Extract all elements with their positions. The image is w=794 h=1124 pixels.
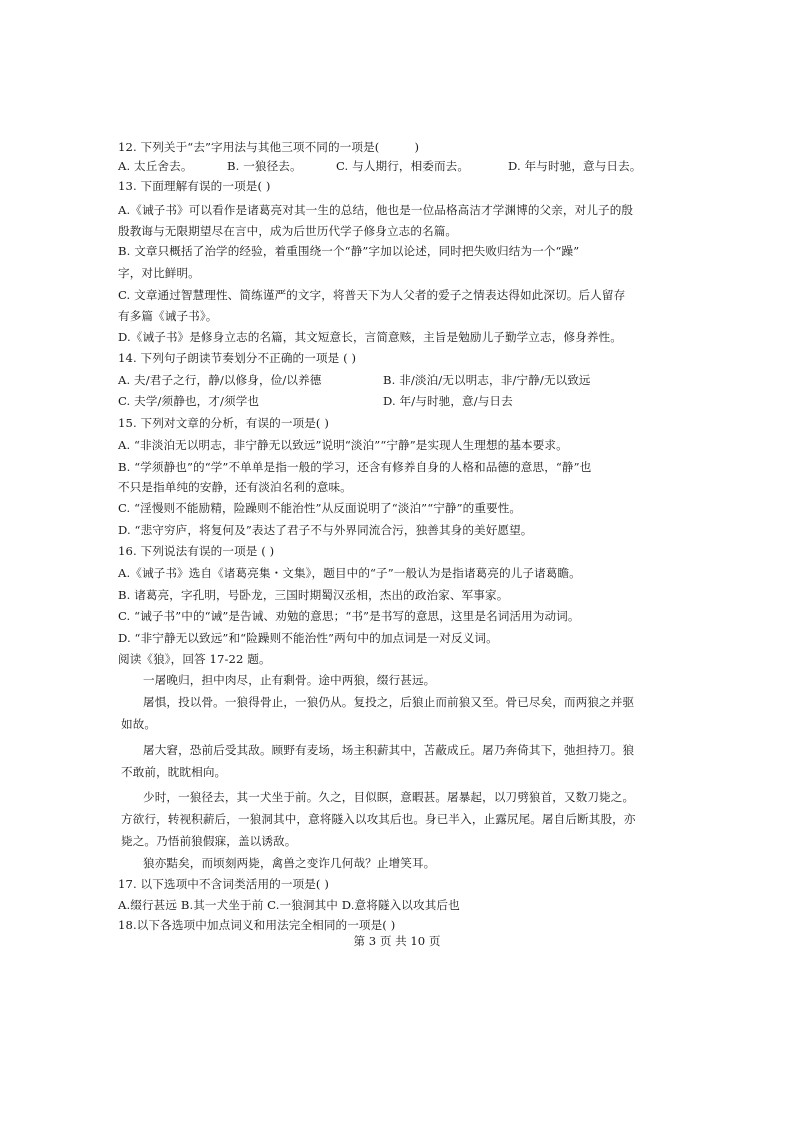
passage-paragraph-4-line3: 毙之。乃悟前狼假寐，盖以诱敌。 <box>121 834 297 848</box>
passage-paragraph-4-line1: 少时，一狼径去，其一犬坐于前。久之，目似瞑，意暇甚。屠暴起，以刀劈狼首，又数刀毙之。 <box>143 790 635 804</box>
q12-option-a: A. 太丘舍去。 <box>118 159 193 173</box>
passage-paragraph-1: 一屠晚归，担中肉尽，止有剩骨。途中两狼，缀行甚远。 <box>143 673 436 687</box>
q14-option-a: A. 夫/君子之行，静/以修身，俭/以养德 <box>118 373 322 387</box>
passage-paragraph-3-line1: 屠大窘，恐前后受其敌。顾野有麦场，场主积薪其中，苫蔽成丘。屠乃奔倚其下，弛担持刀。狼 <box>143 743 635 757</box>
q17-stem: 17. 以下选项中不含词类活用的一项是( ) <box>118 877 329 891</box>
page-footer: 第 3 页 共 10 页 <box>353 934 441 948</box>
q14-option-b: B. 非/淡泊/无以明志，非/宁静/无以致远 <box>383 373 591 387</box>
q16-stem: 16. 下列说法有误的一项是 ( ) <box>118 544 275 558</box>
q15-option-c: C. “淫慢则不能励精，险躁则不能治性”从反面说明了“淡泊”“宁静”的重要性。 <box>118 501 522 515</box>
q13-option-b-line1: B. 文章只概括了治学的经验，着重围绕一个“静”字加以论述，同时把失败归结为一个“躁” <box>118 244 580 258</box>
passage-paragraph-2-line2: 如故。 <box>121 717 157 731</box>
passage-paragraph-5: 狼亦黠矣，而顷刻两毙，禽兽之变诈几何哉？止增笑耳。 <box>143 856 436 870</box>
q15-option-b-line1: B. “学须静也”的“学”不单单是指一般的学习，还含有修养自身的人格和品德的意思，“静”也 <box>118 460 592 474</box>
passage-paragraph-4-line2: 方欲行，转视积薪后，一狼洞其中，意将隧入以攻其后也。身已半入，止露尻尾。屠自后断其股，亦 <box>121 812 636 826</box>
q13-option-a-line1: A.《诫子书》可以看作是诸葛亮对其一生的总结，他也是一位品格高洁才学渊博的父亲，对儿子的殷 <box>118 203 634 217</box>
q12-option-d: D. 年与时驰，意与日去。 <box>508 159 642 173</box>
q14-option-d: D. 年/与时驰，意/与日去 <box>383 394 513 408</box>
q15-option-d: D. “悲守穷庐，将复何及”表达了君子不与外界同流合污，独善其身的美好愿望。 <box>118 523 533 537</box>
q13-option-c-line2: 有多篇《诫子书》。 <box>118 309 218 323</box>
q15-option-b-line2: 不只是指单纯的安静，还有淡泊名利的意味。 <box>118 480 352 494</box>
q15-option-a: A. “非淡泊无以明志，非宁静无以致远”说明“淡泊”“宁静”是实现人生理想的基本要求。 <box>118 438 568 452</box>
q17-options: A.缀行甚远 B.其一犬坐于前 C.一狼洞其中 D.意将隧入以攻其后也 <box>118 898 460 912</box>
q13-option-b-line2: 字，对比鲜明。 <box>118 266 200 280</box>
passage-paragraph-2-line1: 屠惧，投以骨。一狼得骨止，一狼仍从。复投之，后狼止而前狼又至。骨已尽矣，而两狼之并驱 <box>143 695 635 709</box>
q12-stem: 12. 下列关于“去”字用法与其他三项不同的一项是( ) <box>118 140 420 154</box>
q13-option-d: D.《诫子书》是修身立志的名篇，其文短意长，言简意赅，主旨是勉励儿子勤学立志，修身养性。 <box>118 330 622 344</box>
q15-stem: 15. 下列对文章的分析，有误的一项是( ) <box>118 416 329 430</box>
q16-option-d: D. “非宁静无以致远”和“险躁则不能治性”两句中的加点词是一对反义词。 <box>118 631 498 645</box>
q12-option-c: C. 与人期行，相委而去。 <box>336 159 470 173</box>
q13-stem: 13. 下面理解有误的一项是( ) <box>118 179 271 193</box>
passage-paragraph-3-line2: 不敢前，眈眈相向。 <box>121 765 227 779</box>
q13-option-c-line1: C. 文章通过智慧理性、简练谨严的文字，将普天下为人父者的爱子之情表达得如此深切。后人留存 <box>118 288 626 302</box>
q14-option-c: C. 夫学/须静也，才/须学也 <box>118 394 260 408</box>
q16-option-c: C. “诫子书”中的“诫”是告诫、劝勉的意思；“书”是书写的意思，这里是名词活用为动词。 <box>118 609 580 623</box>
reading-instruction: 阅读《狼》，回答 17-22 题。 <box>118 652 271 666</box>
q14-stem: 14. 下列句子朗读节奏划分不正确的一项是 ( ) <box>118 351 357 365</box>
q16-option-a: A.《诫子书》选自《诸葛亮集・文集》，题目中的“子”一般认为是指诸葛亮的儿子诸葛瞻。 <box>118 566 581 580</box>
q18-stem: 18.以下各选项中加点词义和用法完全相同的一项是( ) <box>118 918 396 932</box>
q16-option-b: B. 诸葛亮，字孔明，号卧龙，三国时期蜀汉丞相，杰出的政治家、军事家。 <box>118 588 509 602</box>
q13-option-a-line2: 殷教诲与无限期望尽在言中，成为后世历代学子修身立志的名篇。 <box>118 224 458 238</box>
q12-option-b: B. 一狼径去。 <box>227 159 302 173</box>
